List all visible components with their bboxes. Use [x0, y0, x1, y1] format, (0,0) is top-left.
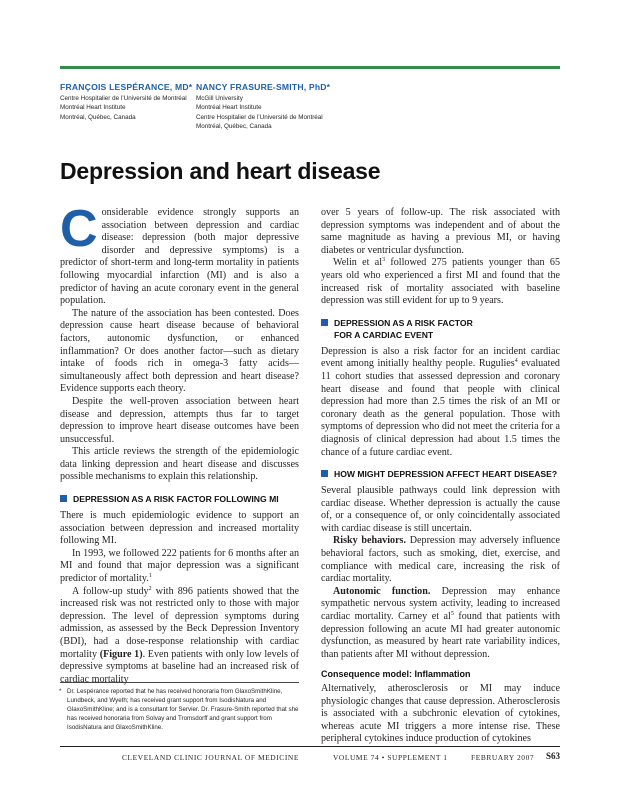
body-paragraph: Despite the well-proven association between heart disease and depression, attempts thus far to target depression to improve heart disease outcomes have been unsuccessful. [60, 395, 299, 445]
body-text: with 896 patients showed that the increased risk was not restricted only to those with major depression. The level of depression symptoms during admission, as assessed by the Beck Depression Inventory (BDI), had a dose-response relationship with cardiac mortality [60, 585, 299, 660]
subsection-heading: Consequence model: Inflammation [321, 669, 471, 680]
section-heading [321, 468, 560, 480]
body-paragraph [60, 548, 299, 586]
heading-bullet-square [321, 319, 328, 326]
article-title: Depression and heart disease [60, 158, 381, 184]
drop-cap: C [60, 200, 98, 258]
body-paragraph: Several plausible pathways could link depression with cardiac disease. Whether depression is actually the cause of, or a consequence of, or only coincidentally associated with cardiac disease is still uncertain. [321, 485, 560, 534]
footnote [60, 682, 299, 732]
reference-superscript: 1 [148, 573, 152, 580]
intro-text: onsiderable evidence strongly supports an association between depression and cardiac disease: depression (both major depressive disorder and depressive symptoms) is a predictor of short-term and long-term mortality in patients following myocardial infarction (MI) and is also a predictor of having an acute coronary event in the general population. [60, 207, 299, 307]
body-paragraph: There is much epidemiologic evidence to support an association between depression and increased mortality following MI. [60, 510, 299, 547]
issue-date: FEBRUARY 2007 [471, 753, 535, 762]
author-block-2 [196, 82, 330, 132]
body-paragraph [321, 586, 560, 662]
body-text: A follow-up study [72, 585, 149, 597]
author-affiliation-line: Montréal, Québec, Canada [196, 123, 272, 131]
body-paragraph: Alternatively, atherosclerosis or MI may induce physiologic changes that cause depression. Atherosclerosis is associated with a subchronic elevation of cytokines, whereas acute MI triggers a more intense rise. These peripheral cytokines induce production of cytokines [321, 683, 560, 745]
section-heading [321, 317, 560, 341]
section-heading-text: DEPRESSION AS A RISK FACTOR [334, 317, 473, 328]
section-heading-text: FOR A CARDIAC EVENT [334, 329, 434, 340]
reference-superscript: 2 [148, 585, 152, 592]
run-in-heading: Risky behaviors. [333, 535, 407, 547]
body-text: found that patients with depression following an acute MI had greater autonomic dysfunction, as measured by heart rate variability indices, than patients after MI without depression. [321, 611, 560, 660]
footnote-marker: * [59, 688, 62, 695]
body-text: followed 275 patients younger than 65 years old who experienced a first MI and found that the increased risk of mortality associated with baseline depression was still evident for up to 9 years. [321, 257, 560, 307]
header-rule [60, 66, 560, 69]
author-affiliation-line: Montréal, Québec, Canada [60, 113, 136, 121]
figure-reference: (Figure 1) [99, 648, 143, 660]
body-paragraph [60, 586, 299, 687]
author-affiliation-line: Montréal Heart Institute [60, 104, 126, 112]
section-heading-text: DEPRESSION AS A RISK FACTOR FOLLOWING MI [73, 494, 279, 505]
heading-bullet-square [60, 495, 67, 502]
body-text: Depression is also a risk factor for an incident cardiac event among initially healthy people. Rugulies [321, 345, 560, 370]
right-column [321, 207, 560, 746]
page-number: S63 [545, 751, 560, 761]
body-paragraph: over 5 years of follow-up. The risk associated with depression symptoms was independent and of about the same magnitude as having a previous MI, or having diabetes or ventricular dysfunction. [321, 207, 560, 256]
author-affiliation-line: Montréal Heart Institute [196, 104, 262, 112]
section-heading [60, 493, 299, 505]
section-heading-text: HOW MIGHT DEPRESSION AFFECT HEART DISEASE? [334, 469, 558, 480]
body-text: evaluated 11 cohort studies that assessed depression and coronary heart disease and found that people with clinical depression had more than 2.5 times the risk of an MI or coronary death as the general population. Those with symptoms of depression who did not meet the criteria for a diagnosis of clinical depression had about 1.5 times the chance of a future cardiac event. [321, 358, 560, 458]
footnote-text: Dr. Lespérance reported that he has received honoraria from GlaxoSmithKline, Lundbeck, and Wyeth; has received grant support from IsodisNatura and GlaxoSmithKline; and is a consultant for Servier. Dr. Frasure-Smith reported that she has received honoraria from Solvay and Tromsdorff and grant support from IsodisNatura and GlaxoSmithKline. [67, 688, 299, 732]
reference-superscript: 3 [382, 257, 386, 264]
author-block-1 [60, 82, 192, 122]
intro-paragraph [60, 200, 299, 308]
author-affiliation-line: McGill University [196, 95, 243, 102]
journal-name: CLEVELAND CLINIC JOURNAL OF MEDICINE [122, 753, 299, 762]
body-text: In 1993, we followed 222 patients for 6 months after an MI and found that major depression was a significant predictor of mortality. [60, 547, 299, 585]
body-paragraph: The nature of the association has been contested. Does depression cause heart disease because of behavioral factors, autonomic dysfunction, or enhanced inflammation? Or does another factor—such as dietary intake of foods rich in omega-3 fatty acids—simultaneously affect both depression and heart disease? Evidence supports each theory. [60, 307, 299, 395]
reference-superscript: 5 [450, 611, 454, 618]
body-paragraph: This article reviews the strength of the epidemiologic data linking depression and heart disease and discusses possible mechanisms to explain this relationship. [60, 446, 299, 483]
body-paragraph [321, 257, 560, 307]
left-column [60, 200, 300, 686]
author-name: NANCY FRASURE-SMITH, PhD* [196, 82, 331, 92]
run-in-heading: Autonomic function. [333, 585, 431, 597]
body-paragraph [321, 346, 560, 459]
heading-bullet-square [321, 470, 328, 477]
body-text: Depression may enhance sympathetic nervous system activity, leading to increased cardiac mortality. Carney et al [321, 585, 561, 623]
author-affiliation-line: Centre Hospitalier de l’Université de Montréal [196, 113, 323, 121]
page-footer [60, 746, 560, 762]
body-paragraph [321, 535, 560, 585]
author-name: FRANÇOIS LESPÉRANCE, MD* [60, 82, 193, 92]
reference-superscript: 4 [514, 358, 518, 365]
body-text: Welin et al [333, 257, 383, 269]
author-affiliation-line: Centre Hospitalier de l’Université de Montréal [60, 95, 187, 102]
body-text: Depression may adversely influence behavioral factors, such as smoking, diet, exercise, and compliance with medical care, increasing the risk of cardiac mortality. [321, 535, 560, 585]
body-text: . Even patients with only low levels of depressive symptoms at baseline had an increased risk of cardiac mortality [60, 648, 300, 685]
volume-info: VOLUME 74 • SUPPLEMENT 1 [333, 753, 448, 762]
